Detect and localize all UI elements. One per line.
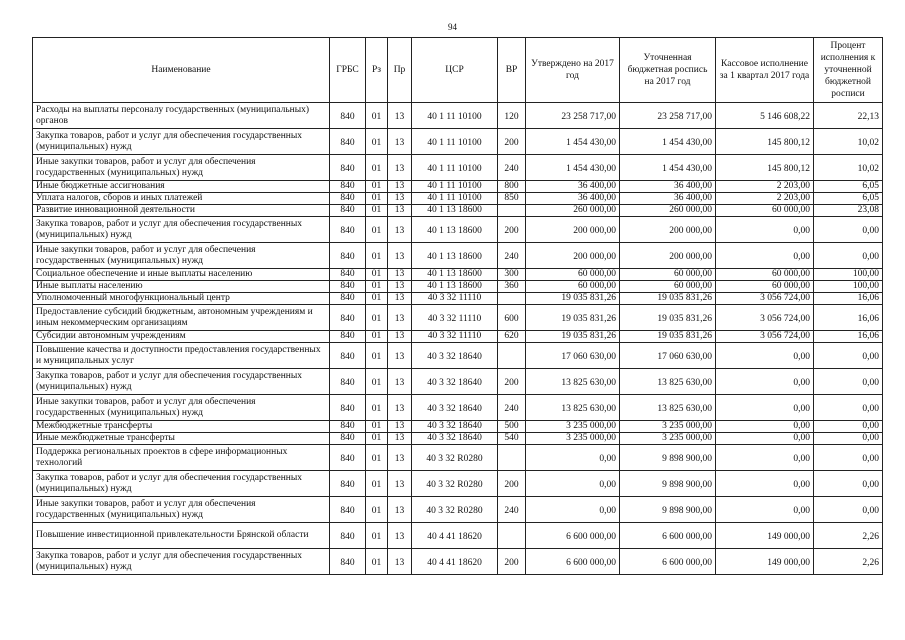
cell-name: Социальное обеспечение и иные выплаты населению — [33, 269, 330, 281]
cell-percent: 10,02 — [814, 155, 883, 181]
cell-rz: 01 — [366, 305, 388, 331]
cell-rz: 01 — [366, 155, 388, 181]
cell-rz: 01 — [366, 523, 388, 549]
cell-pr: 13 — [388, 205, 412, 217]
table-row — [33, 549, 883, 575]
cell-approved: 1 454 430,00 — [526, 129, 620, 155]
cell-refined: 1 454 430,00 — [620, 129, 716, 155]
cell-percent: 10,02 — [814, 129, 883, 155]
cell-grbs: 840 — [330, 523, 366, 549]
cell-pr: 13 — [388, 305, 412, 331]
cell-approved: 200 000,00 — [526, 217, 620, 243]
cell-grbs: 840 — [330, 445, 366, 471]
col-header-percent: Процент исполнения к уточненной бюджетной росписи — [814, 38, 883, 103]
cell-pr: 13 — [388, 523, 412, 549]
cell-approved: 1 454 430,00 — [526, 155, 620, 181]
cell-pr: 13 — [388, 445, 412, 471]
cell-grbs: 840 — [330, 193, 366, 205]
cell-grbs: 840 — [330, 181, 366, 193]
cell-refined: 19 035 831,26 — [620, 305, 716, 331]
cell-csr: 40 3 32 R0280 — [412, 497, 498, 523]
table-row — [33, 497, 883, 523]
cell-cash: 3 056 724,00 — [716, 305, 814, 331]
cell-rz: 01 — [366, 205, 388, 217]
cell-grbs: 840 — [330, 103, 366, 129]
cell-approved: 3 235 000,00 — [526, 421, 620, 433]
cell-cash: 0,00 — [716, 445, 814, 471]
cell-refined: 9 898 900,00 — [620, 445, 716, 471]
cell-pr: 13 — [388, 549, 412, 575]
cell-refined: 60 000,00 — [620, 269, 716, 281]
cell-percent: 0,00 — [814, 395, 883, 421]
cell-rz: 01 — [366, 181, 388, 193]
cell-refined: 9 898 900,00 — [620, 471, 716, 497]
cell-refined: 3 235 000,00 — [620, 421, 716, 433]
cell-percent: 0,00 — [814, 421, 883, 433]
cell-csr: 40 3 32 R0280 — [412, 445, 498, 471]
cell-csr: 40 1 13 18600 — [412, 243, 498, 269]
col-header-cash: Кассовое исполнение за 1 квартал 2017 года — [716, 38, 814, 103]
cell-rz: 01 — [366, 269, 388, 281]
cell-csr: 40 1 13 18600 — [412, 281, 498, 293]
cell-csr: 40 1 11 10100 — [412, 181, 498, 193]
cell-pr: 13 — [388, 217, 412, 243]
cell-name: Иные выплаты населению — [33, 281, 330, 293]
cell-grbs: 840 — [330, 433, 366, 445]
cell-approved: 260 000,00 — [526, 205, 620, 217]
cell-name: Иные закупки товаров, работ и услуг для обеспечения государственных (муниципальных) нужд — [33, 497, 330, 523]
cell-pr: 13 — [388, 129, 412, 155]
cell-percent: 0,00 — [814, 497, 883, 523]
cell-grbs: 840 — [330, 205, 366, 217]
cell-grbs: 840 — [330, 155, 366, 181]
cell-vr — [498, 205, 526, 217]
cell-refined: 36 400,00 — [620, 193, 716, 205]
cell-csr: 40 3 32 18640 — [412, 369, 498, 395]
table-row — [33, 343, 883, 369]
cell-vr: 800 — [498, 181, 526, 193]
table-row — [33, 305, 883, 331]
cell-pr: 13 — [388, 293, 412, 305]
cell-refined: 13 825 630,00 — [620, 395, 716, 421]
table-row — [33, 217, 883, 243]
cell-name: Предоставление субсидий бюджетным, автономным учреждениям и иным некоммерческим организациям — [33, 305, 330, 331]
cell-percent: 0,00 — [814, 217, 883, 243]
table-row — [33, 193, 883, 205]
cell-csr: 40 3 32 18640 — [412, 421, 498, 433]
cell-name: Повышение инвестиционной привлекательности Брянской области — [33, 523, 330, 549]
budget-table — [32, 37, 883, 575]
cell-vr: 240 — [498, 155, 526, 181]
cell-grbs: 840 — [330, 549, 366, 575]
col-header-approved: Утверждено на 2017 год — [526, 38, 620, 103]
cell-rz: 01 — [366, 395, 388, 421]
cell-name: Закупка товаров, работ и услуг для обеспечения государственных (муниципальных) нужд — [33, 471, 330, 497]
cell-vr: 850 — [498, 193, 526, 205]
cell-vr: 240 — [498, 395, 526, 421]
cell-rz: 01 — [366, 193, 388, 205]
cell-vr: 500 — [498, 421, 526, 433]
cell-percent: 16,06 — [814, 293, 883, 305]
cell-vr: 600 — [498, 305, 526, 331]
cell-refined: 6 600 000,00 — [620, 523, 716, 549]
cell-grbs: 840 — [330, 471, 366, 497]
col-header-name: Наименование — [33, 38, 330, 103]
cell-csr: 40 3 32 R0280 — [412, 471, 498, 497]
cell-vr — [498, 293, 526, 305]
cell-grbs: 840 — [330, 293, 366, 305]
page-number: 94 — [448, 22, 457, 32]
table-row — [33, 269, 883, 281]
cell-cash: 2 203,00 — [716, 193, 814, 205]
cell-cash: 2 203,00 — [716, 181, 814, 193]
cell-cash: 0,00 — [716, 497, 814, 523]
cell-approved: 0,00 — [526, 445, 620, 471]
cell-rz: 01 — [366, 281, 388, 293]
cell-refined: 1 454 430,00 — [620, 155, 716, 181]
cell-pr: 13 — [388, 395, 412, 421]
cell-pr: 13 — [388, 471, 412, 497]
cell-approved: 19 035 831,26 — [526, 305, 620, 331]
cell-refined: 9 898 900,00 — [620, 497, 716, 523]
cell-refined: 3 235 000,00 — [620, 433, 716, 445]
cell-vr: 200 — [498, 369, 526, 395]
cell-percent: 0,00 — [814, 471, 883, 497]
col-header-rz: Рз — [366, 38, 388, 103]
cell-approved: 6 600 000,00 — [526, 549, 620, 575]
cell-vr — [498, 523, 526, 549]
cell-refined: 260 000,00 — [620, 205, 716, 217]
cell-cash: 5 146 608,22 — [716, 103, 814, 129]
cell-cash: 60 000,00 — [716, 281, 814, 293]
cell-name: Развитие инновационной деятельности — [33, 205, 330, 217]
cell-rz: 01 — [366, 421, 388, 433]
cell-csr: 40 1 11 10100 — [412, 103, 498, 129]
cell-csr: 40 4 41 18620 — [412, 523, 498, 549]
col-header-refined: Уточненная бюджетная роспись на 2017 год — [620, 38, 716, 103]
cell-vr: 300 — [498, 269, 526, 281]
cell-name: Субсидии автономным учреждениям — [33, 331, 330, 343]
cell-refined: 36 400,00 — [620, 181, 716, 193]
cell-vr: 240 — [498, 497, 526, 523]
col-header-vr: ВР — [498, 38, 526, 103]
cell-csr: 40 3 32 11110 — [412, 305, 498, 331]
cell-name: Поддержка региональных проектов в сфере информационных технологий — [33, 445, 330, 471]
cell-approved: 6 600 000,00 — [526, 523, 620, 549]
cell-vr: 240 — [498, 243, 526, 269]
cell-rz: 01 — [366, 343, 388, 369]
table-row — [33, 181, 883, 193]
cell-csr: 40 1 13 18600 — [412, 217, 498, 243]
cell-cash: 0,00 — [716, 433, 814, 445]
cell-cash: 60 000,00 — [716, 205, 814, 217]
cell-approved: 19 035 831,26 — [526, 331, 620, 343]
cell-grbs: 840 — [330, 129, 366, 155]
cell-name: Уполномоченный многофункциональный центр — [33, 293, 330, 305]
cell-name: Закупка товаров, работ и услуг для обеспечения государственных (муниципальных) нужд — [33, 217, 330, 243]
cell-refined: 60 000,00 — [620, 281, 716, 293]
cell-percent: 16,06 — [814, 305, 883, 331]
cell-percent: 23,08 — [814, 205, 883, 217]
cell-approved: 36 400,00 — [526, 181, 620, 193]
table-row — [33, 445, 883, 471]
cell-pr: 13 — [388, 193, 412, 205]
cell-percent: 0,00 — [814, 343, 883, 369]
cell-percent: 0,00 — [814, 433, 883, 445]
col-header-pr: Пр — [388, 38, 412, 103]
cell-approved: 0,00 — [526, 471, 620, 497]
cell-approved: 60 000,00 — [526, 269, 620, 281]
cell-refined: 6 600 000,00 — [620, 549, 716, 575]
cell-grbs: 840 — [330, 343, 366, 369]
cell-pr: 13 — [388, 421, 412, 433]
cell-refined: 23 258 717,00 — [620, 103, 716, 129]
cell-name: Уплата налогов, сборов и иных платежей — [33, 193, 330, 205]
cell-grbs: 840 — [330, 217, 366, 243]
cell-percent: 2,26 — [814, 523, 883, 549]
cell-vr: 360 — [498, 281, 526, 293]
cell-vr: 540 — [498, 433, 526, 445]
cell-grbs: 840 — [330, 369, 366, 395]
cell-name: Закупка товаров, работ и услуг для обеспечения государственных (муниципальных) нужд — [33, 369, 330, 395]
cell-rz: 01 — [366, 243, 388, 269]
cell-name: Иные закупки товаров, работ и услуг для обеспечения государственных (муниципальных) нужд — [33, 243, 330, 269]
cell-percent: 100,00 — [814, 281, 883, 293]
cell-approved: 200 000,00 — [526, 243, 620, 269]
cell-csr: 40 1 11 10100 — [412, 129, 498, 155]
cell-csr: 40 1 11 10100 — [412, 193, 498, 205]
cell-pr: 13 — [388, 155, 412, 181]
cell-pr: 13 — [388, 343, 412, 369]
cell-pr: 13 — [388, 497, 412, 523]
cell-cash: 149 000,00 — [716, 523, 814, 549]
cell-rz: 01 — [366, 445, 388, 471]
cell-grbs: 840 — [330, 421, 366, 433]
cell-rz: 01 — [366, 293, 388, 305]
cell-rz: 01 — [366, 129, 388, 155]
cell-cash: 3 056 724,00 — [716, 331, 814, 343]
cell-rz: 01 — [366, 497, 388, 523]
cell-pr: 13 — [388, 103, 412, 129]
cell-percent: 0,00 — [814, 243, 883, 269]
cell-csr: 40 3 32 11110 — [412, 331, 498, 343]
cell-cash: 0,00 — [716, 421, 814, 433]
cell-refined: 200 000,00 — [620, 243, 716, 269]
table-header-row — [33, 38, 883, 103]
cell-name: Расходы на выплаты персоналу государственных (муниципальных) органов — [33, 103, 330, 129]
cell-name: Иные бюджетные ассигнования — [33, 181, 330, 193]
cell-approved: 60 000,00 — [526, 281, 620, 293]
table-row — [33, 433, 883, 445]
cell-approved: 0,00 — [526, 497, 620, 523]
cell-grbs: 840 — [330, 269, 366, 281]
cell-grbs: 840 — [330, 243, 366, 269]
cell-name: Закупка товаров, работ и услуг для обеспечения государственных (муниципальных) нужд — [33, 129, 330, 155]
cell-refined: 17 060 630,00 — [620, 343, 716, 369]
cell-pr: 13 — [388, 369, 412, 395]
cell-csr: 40 1 13 18600 — [412, 205, 498, 217]
cell-name: Иные закупки товаров, работ и услуг для обеспечения государственных (муниципальных) нужд — [33, 395, 330, 421]
cell-name: Закупка товаров, работ и услуг для обеспечения государственных (муниципальных) нужд — [33, 549, 330, 575]
table-row — [33, 395, 883, 421]
cell-cash: 0,00 — [716, 243, 814, 269]
cell-vr — [498, 343, 526, 369]
cell-csr: 40 3 32 11110 — [412, 293, 498, 305]
cell-percent: 2,26 — [814, 549, 883, 575]
table-row — [33, 471, 883, 497]
cell-percent: 0,00 — [814, 445, 883, 471]
cell-refined: 13 825 630,00 — [620, 369, 716, 395]
cell-percent: 22,13 — [814, 103, 883, 129]
cell-cash: 149 000,00 — [716, 549, 814, 575]
cell-cash: 60 000,00 — [716, 269, 814, 281]
cell-approved: 36 400,00 — [526, 193, 620, 205]
cell-percent: 0,00 — [814, 369, 883, 395]
cell-rz: 01 — [366, 217, 388, 243]
table-row — [33, 293, 883, 305]
cell-vr: 620 — [498, 331, 526, 343]
cell-percent: 6,05 — [814, 193, 883, 205]
cell-csr: 40 1 11 10100 — [412, 155, 498, 181]
cell-name: Иные закупки товаров, работ и услуг для обеспечения государственных (муниципальных) нужд — [33, 155, 330, 181]
cell-vr: 200 — [498, 471, 526, 497]
cell-rz: 01 — [366, 103, 388, 129]
cell-name: Повышение качества и доступности предоставления государственных и муниципальных услуг — [33, 343, 330, 369]
cell-approved: 13 825 630,00 — [526, 369, 620, 395]
cell-grbs: 840 — [330, 497, 366, 523]
cell-rz: 01 — [366, 549, 388, 575]
cell-approved: 19 035 831,26 — [526, 293, 620, 305]
cell-pr: 13 — [388, 433, 412, 445]
cell-vr: 120 — [498, 103, 526, 129]
cell-approved: 3 235 000,00 — [526, 433, 620, 445]
cell-rz: 01 — [366, 331, 388, 343]
cell-percent: 100,00 — [814, 269, 883, 281]
cell-csr: 40 3 32 18640 — [412, 433, 498, 445]
cell-vr: 200 — [498, 129, 526, 155]
cell-name: Межбюджетные трансферты — [33, 421, 330, 433]
cell-cash: 0,00 — [716, 369, 814, 395]
cell-cash: 0,00 — [716, 395, 814, 421]
cell-grbs: 840 — [330, 331, 366, 343]
cell-refined: 19 035 831,26 — [620, 293, 716, 305]
cell-name: Иные межбюджетные трансферты — [33, 433, 330, 445]
cell-cash: 145 800,12 — [716, 129, 814, 155]
cell-approved: 23 258 717,00 — [526, 103, 620, 129]
cell-rz: 01 — [366, 433, 388, 445]
table-row — [33, 103, 883, 129]
table-row — [33, 523, 883, 549]
cell-cash: 0,00 — [716, 471, 814, 497]
cell-cash: 0,00 — [716, 217, 814, 243]
cell-csr: 40 3 32 18640 — [412, 395, 498, 421]
cell-grbs: 840 — [330, 281, 366, 293]
cell-csr: 40 3 32 18640 — [412, 343, 498, 369]
cell-csr: 40 4 41 18620 — [412, 549, 498, 575]
cell-grbs: 840 — [330, 305, 366, 331]
cell-refined: 200 000,00 — [620, 217, 716, 243]
col-header-csr: ЦСР — [412, 38, 498, 103]
cell-percent: 6,05 — [814, 181, 883, 193]
cell-percent: 16,06 — [814, 331, 883, 343]
table-row — [33, 421, 883, 433]
table-row — [33, 129, 883, 155]
table-row — [33, 205, 883, 217]
table-row — [33, 243, 883, 269]
col-header-grbs: ГРБС — [330, 38, 366, 103]
cell-cash: 3 056 724,00 — [716, 293, 814, 305]
cell-rz: 01 — [366, 369, 388, 395]
cell-approved: 17 060 630,00 — [526, 343, 620, 369]
table-body — [33, 103, 883, 575]
cell-vr: 200 — [498, 549, 526, 575]
cell-cash: 145 800,12 — [716, 155, 814, 181]
cell-pr: 13 — [388, 281, 412, 293]
cell-pr: 13 — [388, 181, 412, 193]
cell-rz: 01 — [366, 471, 388, 497]
cell-csr: 40 1 13 18600 — [412, 269, 498, 281]
cell-approved: 13 825 630,00 — [526, 395, 620, 421]
cell-pr: 13 — [388, 269, 412, 281]
table-row — [33, 281, 883, 293]
cell-pr: 13 — [388, 331, 412, 343]
cell-vr: 200 — [498, 217, 526, 243]
table-row — [33, 369, 883, 395]
cell-pr: 13 — [388, 243, 412, 269]
cell-cash: 0,00 — [716, 343, 814, 369]
table-row — [33, 331, 883, 343]
cell-grbs: 840 — [330, 395, 366, 421]
cell-vr — [498, 445, 526, 471]
table-row — [33, 155, 883, 181]
cell-refined: 19 035 831,26 — [620, 331, 716, 343]
